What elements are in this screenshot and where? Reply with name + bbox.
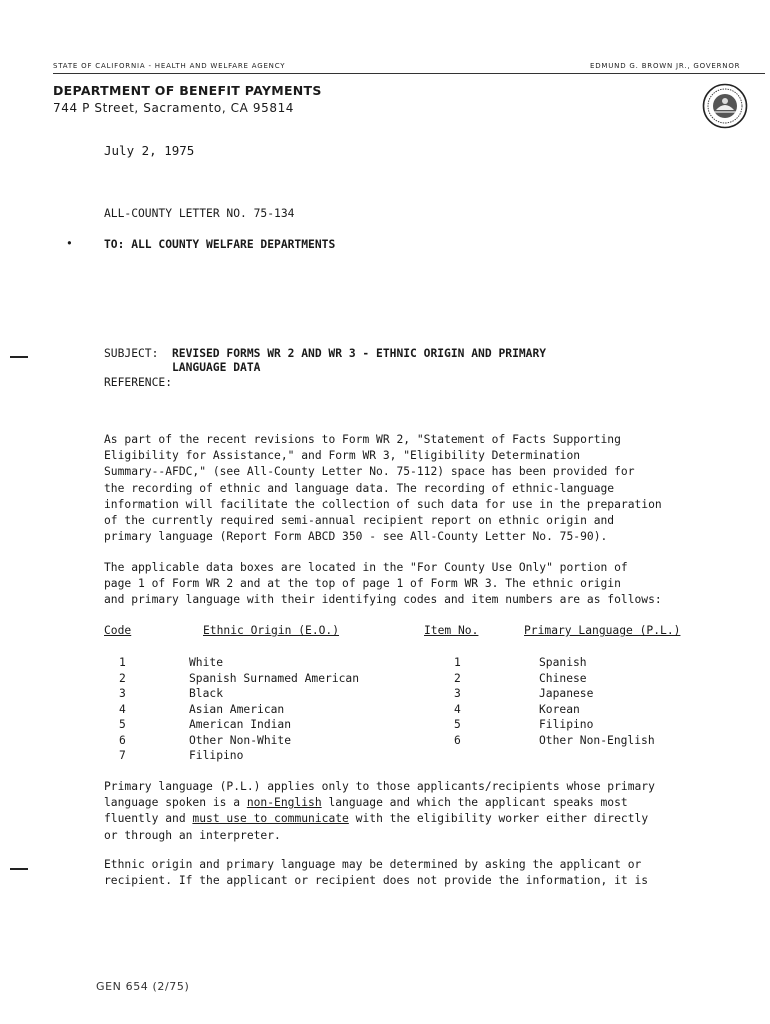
- item-number-cell: 4: [454, 702, 461, 716]
- paragraph-4: [104, 857, 648, 889]
- ethnic-origin-cell: American Indian: [189, 718, 292, 731]
- item-number-cell: 2: [454, 671, 461, 685]
- code-cell: 6: [119, 733, 126, 747]
- bullet-mark: •: [66, 237, 73, 250]
- item-number-cell: 5: [454, 718, 461, 731]
- paragraph-3-text: fluently and: [104, 812, 193, 826]
- letterhead-rule: [53, 73, 765, 74]
- paragraph-1-line: As part of the recent revisions to Form WR 2, "Statement of Facts Supporting: [104, 433, 621, 446]
- department-name: DEPARTMENT OF BENEFIT PAYMENTS: [53, 83, 322, 98]
- language-cell: Spanish: [539, 656, 587, 669]
- item-number-cell: 1: [454, 656, 461, 669]
- paragraph-2: [104, 560, 662, 609]
- paragraph-3-text: with the eligibility worker either directly: [348, 812, 649, 826]
- agency-line: STATE OF CALIFORNIA - HEALTH AND WELFARE AGENCY: [53, 62, 286, 70]
- paragraph-3-line: [104, 811, 655, 827]
- language-column: [539, 655, 655, 748]
- header-item-no: Item No.: [424, 624, 479, 637]
- code-cell: 2: [119, 671, 126, 685]
- code-cell: 3: [119, 687, 126, 700]
- code-column: [119, 655, 126, 764]
- paragraph-4-line: recipient. If the applicant or recipient does not provide the information, it is: [104, 874, 649, 888]
- ethnic-origin-cell: Filipino: [189, 749, 244, 762]
- paragraph-3-line: [104, 795, 655, 811]
- margin-dash: [10, 356, 28, 358]
- department-address: 744 P Street, Sacramento, CA 95814: [53, 101, 295, 115]
- paragraph-2-line: and primary language with their identifying codes and item numbers are as follows:: [104, 593, 662, 607]
- paragraph-4-line: Ethnic origin and primary language may be determined by asking the applicant or: [104, 858, 642, 871]
- item-number-cell: 6: [454, 733, 461, 747]
- paragraph-2-line: page 1 of Form WR 2 and at the top of page 1 of Form WR 3. The ethnic origin: [104, 577, 621, 591]
- code-cell: 5: [119, 718, 126, 731]
- paragraph-3: [104, 779, 655, 844]
- paragraph-3-text: language and which the applicant speaks most: [321, 796, 628, 810]
- paragraph-1-line: information will facilitate the collection of such data for use in the preparation: [104, 497, 662, 511]
- code-cell: 1: [119, 656, 126, 669]
- subject-label: SUBJECT:: [104, 347, 159, 360]
- code-cell: 7: [119, 749, 126, 762]
- ethnic-origin-cell: White: [189, 656, 224, 669]
- header-primary-language: Primary Language (P.L.): [524, 624, 681, 637]
- form-number: GEN 654 (2/75): [96, 980, 190, 993]
- language-cell: Filipino: [539, 718, 594, 731]
- paragraph-1: [104, 432, 662, 545]
- subject-line-2: LANGUAGE DATA: [172, 361, 261, 374]
- paragraph-1-line: Eligibility for Assistance," and Form WR 3, "Eligibility Determination: [104, 449, 581, 463]
- paragraph-3-line: or through an interpreter.: [104, 828, 281, 842]
- state-seal-icon: [702, 83, 748, 129]
- language-cell: Chinese: [539, 671, 587, 685]
- ethnic-origin-cell: Spanish Surnamed American: [189, 671, 360, 685]
- to-line: TO: ALL COUNTY WELFARE DEPARTMENTS: [104, 238, 336, 251]
- language-cell: Japanese: [539, 687, 594, 700]
- language-cell: Korean: [539, 702, 580, 716]
- letter-number: ALL-COUNTY LETTER NO. 75-134: [104, 207, 295, 220]
- paragraph-1-line: of the currently required semi-annual recipient report on ethnic origin and: [104, 514, 615, 528]
- code-cell: 4: [119, 702, 126, 716]
- header-code: Code: [104, 624, 132, 637]
- paragraph-3-text: language spoken is a: [104, 796, 247, 810]
- ethnic-origin-cell: Other Non-White: [189, 733, 292, 747]
- paragraph-3-line: Primary language (P.L.) applies only to those applicants/recipients whose primary: [104, 780, 655, 793]
- item-number-cell: 3: [454, 687, 461, 700]
- paragraph-2-line: The applicable data boxes are located in the "For County Use Only" portion of: [104, 561, 628, 574]
- ethnic-origin-cell: Asian American: [189, 702, 285, 716]
- letter-date: July 2, 1975: [104, 143, 195, 158]
- ethnic-origin-cell: Black: [189, 687, 224, 700]
- governor-line: EDMUND G. BROWN JR., GOVERNOR: [590, 62, 741, 70]
- emphasis-non-english: non-English: [246, 796, 322, 810]
- paragraph-1-line: the recording of ethnic and language data. The recording of ethnic-language: [104, 481, 615, 495]
- ethnic-origin-column: [189, 655, 359, 764]
- language-cell: Other Non-English: [539, 733, 655, 747]
- emphasis-must-communicate: must use to communicate: [192, 812, 349, 826]
- paragraph-1-line: Summary--AFDC," (see All-County Letter No. 75-112) space has been provided for: [104, 465, 635, 479]
- subject-line-1: REVISED FORMS WR 2 AND WR 3 - ETHNIC ORIGIN AND PRIMARY: [172, 347, 547, 360]
- header-ethnic-origin: Ethnic Origin (E.O.): [203, 624, 340, 637]
- paragraph-1-line: primary language (Report Form ABCD 350 - see All-County Letter No. 75-90).: [104, 530, 608, 544]
- item-number-column: [454, 655, 461, 748]
- margin-dash: [10, 868, 28, 870]
- reference-label: REFERENCE:: [104, 376, 173, 389]
